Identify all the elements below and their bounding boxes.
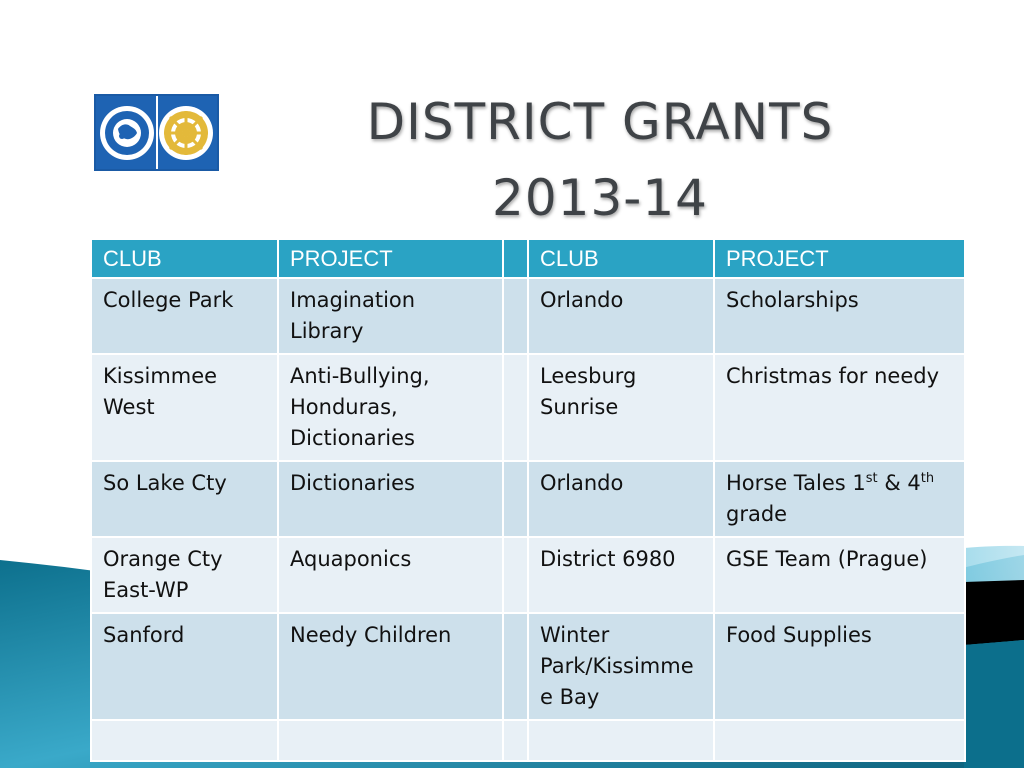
rotary-logo	[94, 94, 219, 171]
club-cell: Kissimmee West	[91, 354, 278, 461]
table-row	[91, 537, 965, 613]
header-spacer	[503, 239, 528, 278]
project-cell: Anti-Bullying, Honduras, Dictionaries	[278, 354, 503, 461]
project-cell: Needy Children	[278, 613, 503, 720]
project-cell: Scholarships	[714, 278, 965, 354]
project-cell: Aquaponics	[278, 537, 503, 613]
table-row	[91, 720, 965, 761]
ordinal-suffix: st	[865, 471, 878, 486]
rotary-wheel-icon	[159, 106, 213, 160]
spacer-cell	[503, 461, 528, 537]
club-cell: So Lake Cty	[91, 461, 278, 537]
table-row	[91, 461, 965, 537]
table-row	[91, 278, 965, 354]
spacer-cell	[503, 354, 528, 461]
project-cell: Imagination Library	[278, 278, 503, 354]
slide-title	[300, 84, 900, 236]
title-line-2: 2013-14	[492, 169, 708, 227]
title-line-1: DISTRICT GRANTS	[366, 93, 834, 151]
header-club-2: CLUB	[528, 239, 714, 278]
spacer-cell	[503, 278, 528, 354]
club-cell: Orlando	[528, 461, 714, 537]
table-row	[91, 354, 965, 461]
project-cell	[714, 720, 965, 761]
ordinal-suffix: th	[920, 471, 935, 486]
project-text: grade	[726, 502, 788, 526]
club-cell	[91, 720, 278, 761]
club-cell: Leesburg Sunrise	[528, 354, 714, 461]
header-club-1: CLUB	[91, 239, 278, 278]
header-project-1: PROJECT	[278, 239, 503, 278]
project-cell: Dictionaries	[278, 461, 503, 537]
club-cell: Orange Cty East-WP	[91, 537, 278, 613]
project-cell	[714, 461, 965, 537]
project-cell: Food Supplies	[714, 613, 965, 720]
club-cell: District 6980	[528, 537, 714, 613]
grants-table	[90, 238, 966, 762]
club-cell	[528, 720, 714, 761]
project-cell	[278, 720, 503, 761]
project-text: Horse Tales 1	[726, 471, 866, 495]
header-project-2: PROJECT	[714, 239, 965, 278]
club-cell: Winter Park/Kissimmee Bay	[528, 613, 714, 720]
project-cell: GSE Team (Prague)	[714, 537, 965, 613]
table-header-row	[91, 239, 965, 278]
project-cell: Christmas for needy	[714, 354, 965, 461]
table-row	[91, 613, 965, 720]
spacer-cell	[503, 537, 528, 613]
project-text: & 4	[877, 471, 921, 495]
club-cell: Orlando	[528, 278, 714, 354]
spacer-cell	[503, 720, 528, 761]
club-cell: Sanford	[91, 613, 278, 720]
club-cell: College Park	[91, 278, 278, 354]
globe-emblem-icon	[100, 106, 154, 160]
spacer-cell	[503, 613, 528, 720]
